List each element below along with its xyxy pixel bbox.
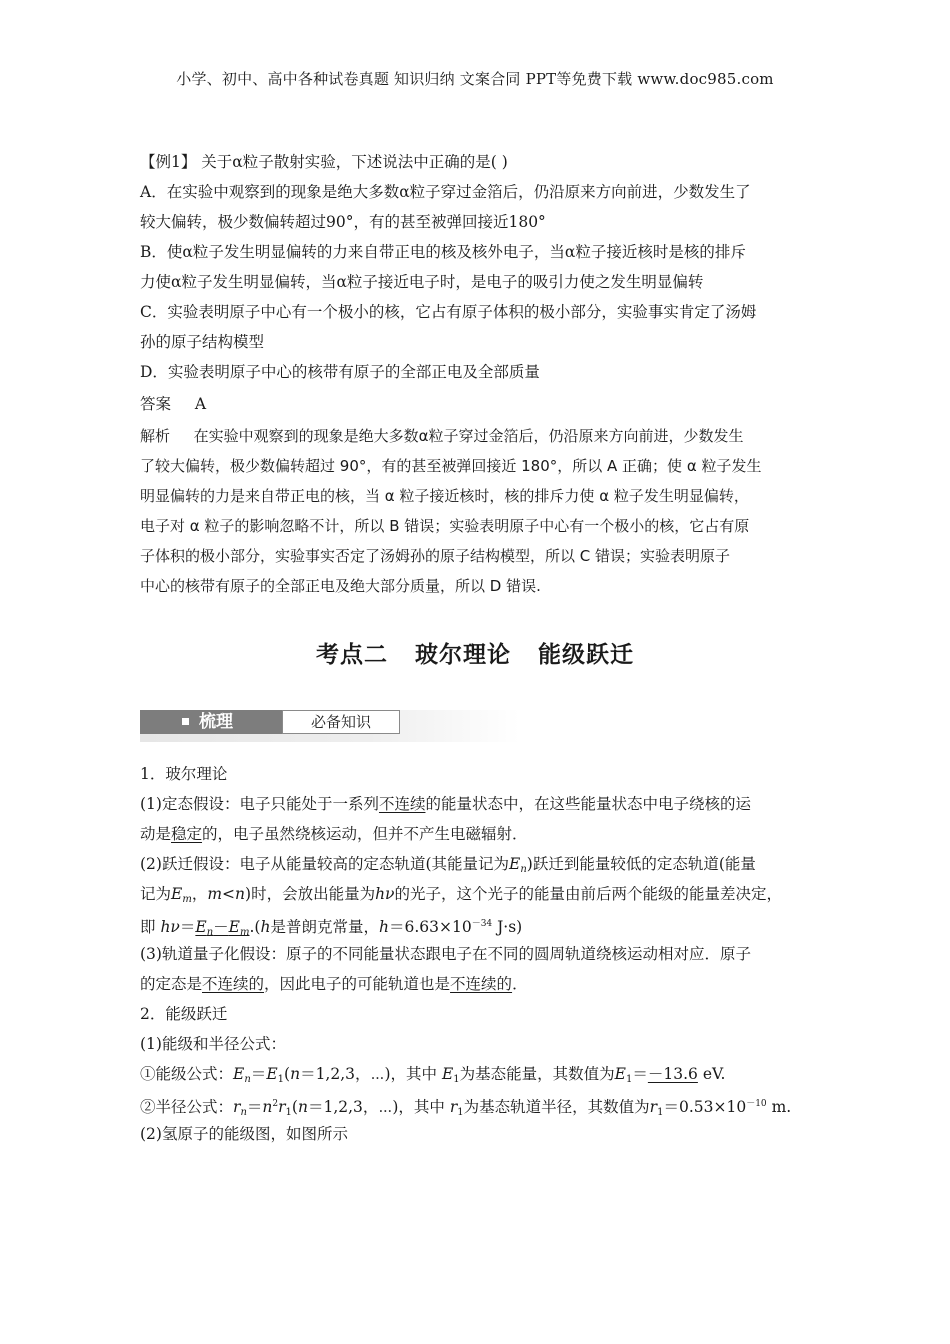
analysis-line-1: [140, 426, 830, 446]
formula-heading: (1)能级和半径公式：: [140, 1035, 286, 1053]
quantization-line2: 的定态是不连续的，因此电子的可能轨道也是不连续的．: [140, 975, 528, 993]
transition-line3: 即 $h\nu=E_n-E_m.(h$是普朗克常量，$h=6.63\times 10^{-34}$ J·s): [140, 918, 523, 938]
option-c-line2: 孙的原子结构模型: [140, 333, 265, 351]
analysis-line-6: 中心的核带有原子的全部正电及绝大部分质量，所以 D 错误.: [140, 577, 541, 595]
answer-label: 答案: [140, 395, 172, 413]
analysis-label: 解析: [140, 427, 171, 445]
option-a-line1: A．在实验中观察到的现象是绝大多数α粒子穿过金箔后，仍沿原来方向前进，少数发生了: [140, 183, 751, 201]
answer-row: [140, 394, 830, 414]
radius-formula: ②半径公式：$r_n=n^2r_1(n=1,2,3$，⋯)，其中 $r_1$为基态轨道半径，其数值为$r_1=0.53\times 10^{-10}$ m.: [140, 1098, 792, 1118]
heading-level-transition: 2．能级跃迁: [140, 1005, 228, 1023]
option-a-line2: 较大偏转，极少数偏转超过90°，有的甚至被弹回接近180°: [140, 213, 546, 231]
analysis-text: 在实验中观察到的现象是绝大多数α粒子穿过金箔后，仍沿原来方向前进，少数发生: [193, 427, 744, 445]
energy-formula: ①能级公式：$E_n=E_1(n=1,2,3$，⋯)，其中 $E_1$为基态能量，其数值为$E_1=-13.6$ eV.: [140, 1065, 726, 1085]
transition-line1: (2)跃迁假设：电子从能量较高的定态轨道(其能量记为$E_n$)跃迁到能量较低的定态轨道(能量: [140, 855, 756, 875]
example-question: 【例1】 关于α粒子散射实验，下述说法中正确的是( ): [140, 153, 508, 171]
analysis-line-2: 了较大偏转，极少数偏转超过 90°，有的甚至被弹回接近 180°，所以 A 正确；使 α 粒子发生: [140, 457, 762, 475]
energy-level-diagram-caption: (2)氢原子的能级图，如图所示: [140, 1125, 348, 1143]
banner-tab-essential: 必备知识: [282, 710, 400, 734]
analysis-line-4: 电子对 α 粒子的影响忽略不计，所以 B 错误；实验表明原子中心有一个极小的核，它占有原: [140, 517, 750, 535]
square-icon: [182, 718, 189, 725]
banner-tab-sort: 梳理: [140, 710, 282, 734]
option-c-line1: C．实验表明原子中心有一个极小的核，它占有原子体积的极小部分，实验事实肯定了汤姆: [140, 303, 757, 321]
option-b-line1: B．使α粒子发生明显偏转的力来自带正电的核及核外电子，当α粒子接近核时是核的排斥: [140, 243, 746, 261]
stationary-state-line2: 动是稳定的，电子虽然绕核运动，但并不产生电磁辐射．: [140, 825, 528, 843]
stationary-state-line1: (1)定态假设：电子只能处于一系列不连续的能量状态中，在这些能量状态中电子绕核的运: [140, 795, 751, 813]
knowledge-banner: [140, 710, 520, 742]
quantization-line1: (3)轨道量子化假设：原子的不同能量状态跟电子在不同的圆周轨道绕核运动相对应．原子: [140, 945, 751, 963]
option-b-line2: 力使α粒子发生明显偏转，当α粒子接近电子时，是电子的吸引力使之发生明显偏转: [140, 273, 704, 291]
transition-line2: 记为$E_m$，m<n)时，会放出能量为hν的光子，这个光子的能量由前后两个能级的能量差决定，: [140, 885, 782, 905]
section-title: 考点二 玻尔理论 能级跃迁: [315, 642, 634, 668]
option-d-line1: D．实验表明原子中心的核带有原子的全部正电及全部质量: [140, 363, 540, 381]
analysis-line-5: 子体积的极小部分，实验事实否定了汤姆孙的原子结构模型，所以 C 错误；实验表明原子: [140, 547, 731, 565]
heading-bohr-theory: 1．玻尔理论: [140, 765, 228, 783]
answer-value: A: [194, 395, 207, 413]
analysis-line-3: 明显偏转的力是来自带正电的核，当 α 粒子接近核时，核的排斥力使 α 粒子发生明显偏转，: [140, 487, 749, 505]
page-header: 小学、初中、高中各种试卷真题 知识归纳 文案合同 PPT等免费下载 www.doc985.com: [176, 70, 774, 88]
